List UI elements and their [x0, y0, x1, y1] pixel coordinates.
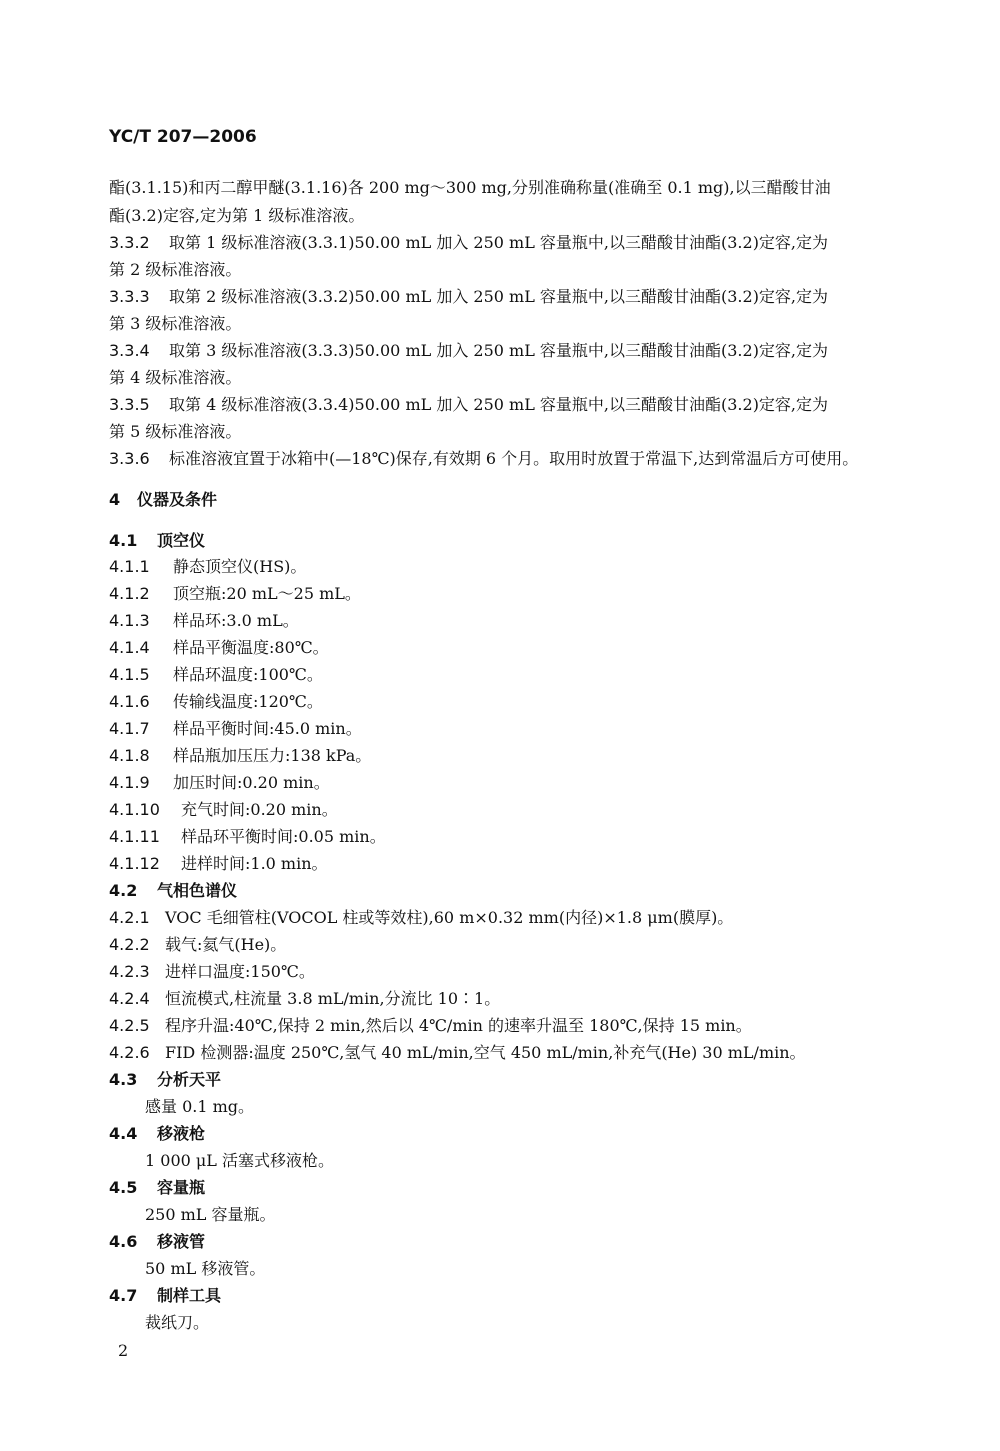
section-title: 制样工具 — [157, 1286, 222, 1305]
clause-number: 4.1.7 — [109, 719, 150, 738]
paragraph-3-3-5 — [109, 395, 828, 415]
paragraph-text: 标准溶液宜置于冰箱中(—18℃)保存,有效期 6 个月。取用时放置于常温下,达到常温后方可使用。 — [169, 449, 859, 468]
paragraph-line: 酯(3.1.15)和丙二醇甲醚(3.1.16)各 200 mg～300 mg,分别准确称量(准确至 0.1 mg),以三醋酸甘油 — [109, 178, 831, 197]
clause-number: 4.1.10 — [109, 800, 160, 819]
section-number: 4 — [109, 490, 121, 509]
paragraph-3-3-2 — [109, 233, 828, 253]
paragraph-3-3-6 — [109, 449, 858, 469]
section-title: 仪器及条件 — [137, 490, 218, 509]
clause-number: 4.2.3 — [109, 962, 150, 981]
clause-4-2-1 — [109, 908, 733, 928]
subsection-text-4-6: 50 mL 移液管。 — [145, 1259, 266, 1278]
subsection-text-4-4: 1 000 μL 活塞式移液枪。 — [145, 1151, 335, 1170]
clause-text: 样品平衡时间:45.0 min。 — [173, 719, 362, 738]
clause-text: 传输线温度:120℃。 — [173, 692, 323, 711]
section-number: 4.5 — [109, 1178, 138, 1197]
clause-text: 充气时间:0.20 min。 — [181, 800, 338, 819]
paragraph-text: 取第 1 级标准溶液(3.3.1)50.00 mL 加入 250 mL 容量瓶中,以三醋酸甘油酯(3.2)定容,定为 — [169, 233, 829, 252]
clause-text: VOC 毛细管柱(VOCOL 柱或等效柱),60 m×0.32 mm(内径)×1.8 μm(膜厚)。 — [165, 908, 734, 927]
clause-number: 4.1.5 — [109, 665, 150, 684]
section-number: 4.3 — [109, 1070, 138, 1089]
clause-text: 加压时间:0.20 min。 — [173, 773, 330, 792]
clause-4-2-4 — [109, 989, 500, 1009]
clause-text: FID 检测器:温度 250℃,氢气 40 mL/min,空气 450 mL/min,补充气(He) 30 mL/min。 — [165, 1043, 806, 1062]
subsection-heading-4-5 — [109, 1178, 205, 1198]
clause-number: 3.3.3 — [109, 287, 150, 306]
clause-number: 4.2.6 — [109, 1043, 150, 1062]
clause-4-1-9 — [109, 773, 330, 793]
clause-text: 恒流模式,柱流量 3.8 mL/min,分流比 10∶1。 — [165, 989, 501, 1008]
clause-4-1-6 — [109, 692, 323, 712]
clause-number: 3.3.6 — [109, 449, 150, 468]
paragraph-3-3-4 — [109, 341, 828, 361]
subsection-heading-4-4 — [109, 1124, 205, 1144]
clause-4-1-8 — [109, 746, 371, 766]
clause-4-1-4 — [109, 638, 329, 658]
section-title: 移液管 — [157, 1232, 206, 1251]
subsection-heading-4-2 — [109, 881, 237, 901]
subsection-heading-4-3 — [109, 1070, 221, 1090]
clause-text: 样品环:3.0 mL。 — [173, 611, 299, 630]
clause-4-1-2 — [109, 584, 361, 604]
clause-number: 4.2.5 — [109, 1016, 150, 1035]
page-number: 2 — [118, 1341, 129, 1360]
clause-text: 顶空瓶:20 mL～25 mL。 — [173, 584, 361, 603]
section-number: 4.4 — [109, 1124, 138, 1143]
clause-text: 样品平衡温度:80℃。 — [173, 638, 329, 657]
clause-number: 4.1.12 — [109, 854, 160, 873]
clause-4-2-6 — [109, 1043, 806, 1063]
clause-number: 4.1.6 — [109, 692, 150, 711]
paragraph-3-3-3 — [109, 287, 828, 307]
subsection-text-4-5: 250 mL 容量瓶。 — [145, 1205, 276, 1224]
clause-4-1-11 — [109, 827, 386, 847]
paragraph-line: 第 4 级标准溶液。 — [109, 368, 242, 387]
clause-4-1-12 — [109, 854, 328, 874]
clause-text: 进样口温度:150℃。 — [165, 962, 315, 981]
section-number: 4.2 — [109, 881, 138, 900]
clause-4-1-1 — [109, 557, 306, 577]
clause-4-1-5 — [109, 665, 323, 685]
clause-number: 4.2.4 — [109, 989, 150, 1008]
subsection-heading-4-1 — [109, 531, 205, 551]
clause-number: 4.2.1 — [109, 908, 150, 927]
paragraph-line: 第 3 级标准溶液。 — [109, 314, 242, 333]
clause-4-1-10 — [109, 800, 338, 820]
clause-4-2-5 — [109, 1016, 752, 1036]
section-number: 4.1 — [109, 531, 138, 550]
clause-4-2-2 — [109, 935, 286, 955]
clause-text: 载气:氦气(He)。 — [165, 935, 287, 954]
clause-number: 4.1.4 — [109, 638, 150, 657]
section-heading-4 — [109, 490, 217, 510]
paragraph-text: 取第 2 级标准溶液(3.3.2)50.00 mL 加入 250 mL 容量瓶中,以三醋酸甘油酯(3.2)定容,定为 — [169, 287, 829, 306]
clause-number: 4.1.3 — [109, 611, 150, 630]
document-header: YC/T 207—2006 — [109, 127, 257, 147]
clause-4-1-7 — [109, 719, 362, 739]
section-title: 气相色谱仪 — [157, 881, 238, 900]
clause-text: 程序升温:40℃,保持 2 min,然后以 4℃/min 的速率升温至 180℃,保持 15 min。 — [165, 1016, 752, 1035]
section-title: 顶空仪 — [157, 531, 206, 550]
clause-text: 样品环温度:100℃。 — [173, 665, 323, 684]
section-number: 4.7 — [109, 1286, 138, 1305]
section-title: 容量瓶 — [157, 1178, 206, 1197]
clause-4-2-3 — [109, 962, 315, 982]
clause-text: 样品环平衡时间:0.05 min。 — [181, 827, 386, 846]
paragraph-line: 酯(3.2)定容,定为第 1 级标准溶液。 — [109, 206, 365, 225]
clause-number: 4.1.1 — [109, 557, 150, 576]
clause-number: 3.3.4 — [109, 341, 150, 360]
clause-number: 4.1.9 — [109, 773, 150, 792]
subsection-text-4-3: 感量 0.1 mg。 — [145, 1097, 255, 1116]
clause-4-1-3 — [109, 611, 299, 631]
clause-number: 3.3.2 — [109, 233, 150, 252]
clause-number: 3.3.5 — [109, 395, 150, 414]
subsection-heading-4-7 — [109, 1286, 221, 1306]
clause-text: 静态顶空仪(HS)。 — [173, 557, 307, 576]
subsection-heading-4-6 — [109, 1232, 205, 1252]
subsection-text-4-7: 裁纸刀。 — [145, 1313, 210, 1332]
paragraph-line: 第 2 级标准溶液。 — [109, 260, 242, 279]
clause-number: 4.2.2 — [109, 935, 150, 954]
clause-number: 4.1.8 — [109, 746, 150, 765]
clause-number: 4.1.2 — [109, 584, 150, 603]
paragraph-text: 取第 3 级标准溶液(3.3.3)50.00 mL 加入 250 mL 容量瓶中,以三醋酸甘油酯(3.2)定容,定为 — [169, 341, 829, 360]
paragraph-text: 取第 4 级标准溶液(3.3.4)50.00 mL 加入 250 mL 容量瓶中,以三醋酸甘油酯(3.2)定容,定为 — [169, 395, 829, 414]
paragraph-line: 第 5 级标准溶液。 — [109, 422, 242, 441]
clause-text: 样品瓶加压压力:138 kPa。 — [173, 746, 372, 765]
section-title: 分析天平 — [157, 1070, 222, 1089]
section-title: 移液枪 — [157, 1124, 206, 1143]
clause-text: 进样时间:1.0 min。 — [181, 854, 328, 873]
section-number: 4.6 — [109, 1232, 138, 1251]
clause-number: 4.1.11 — [109, 827, 160, 846]
